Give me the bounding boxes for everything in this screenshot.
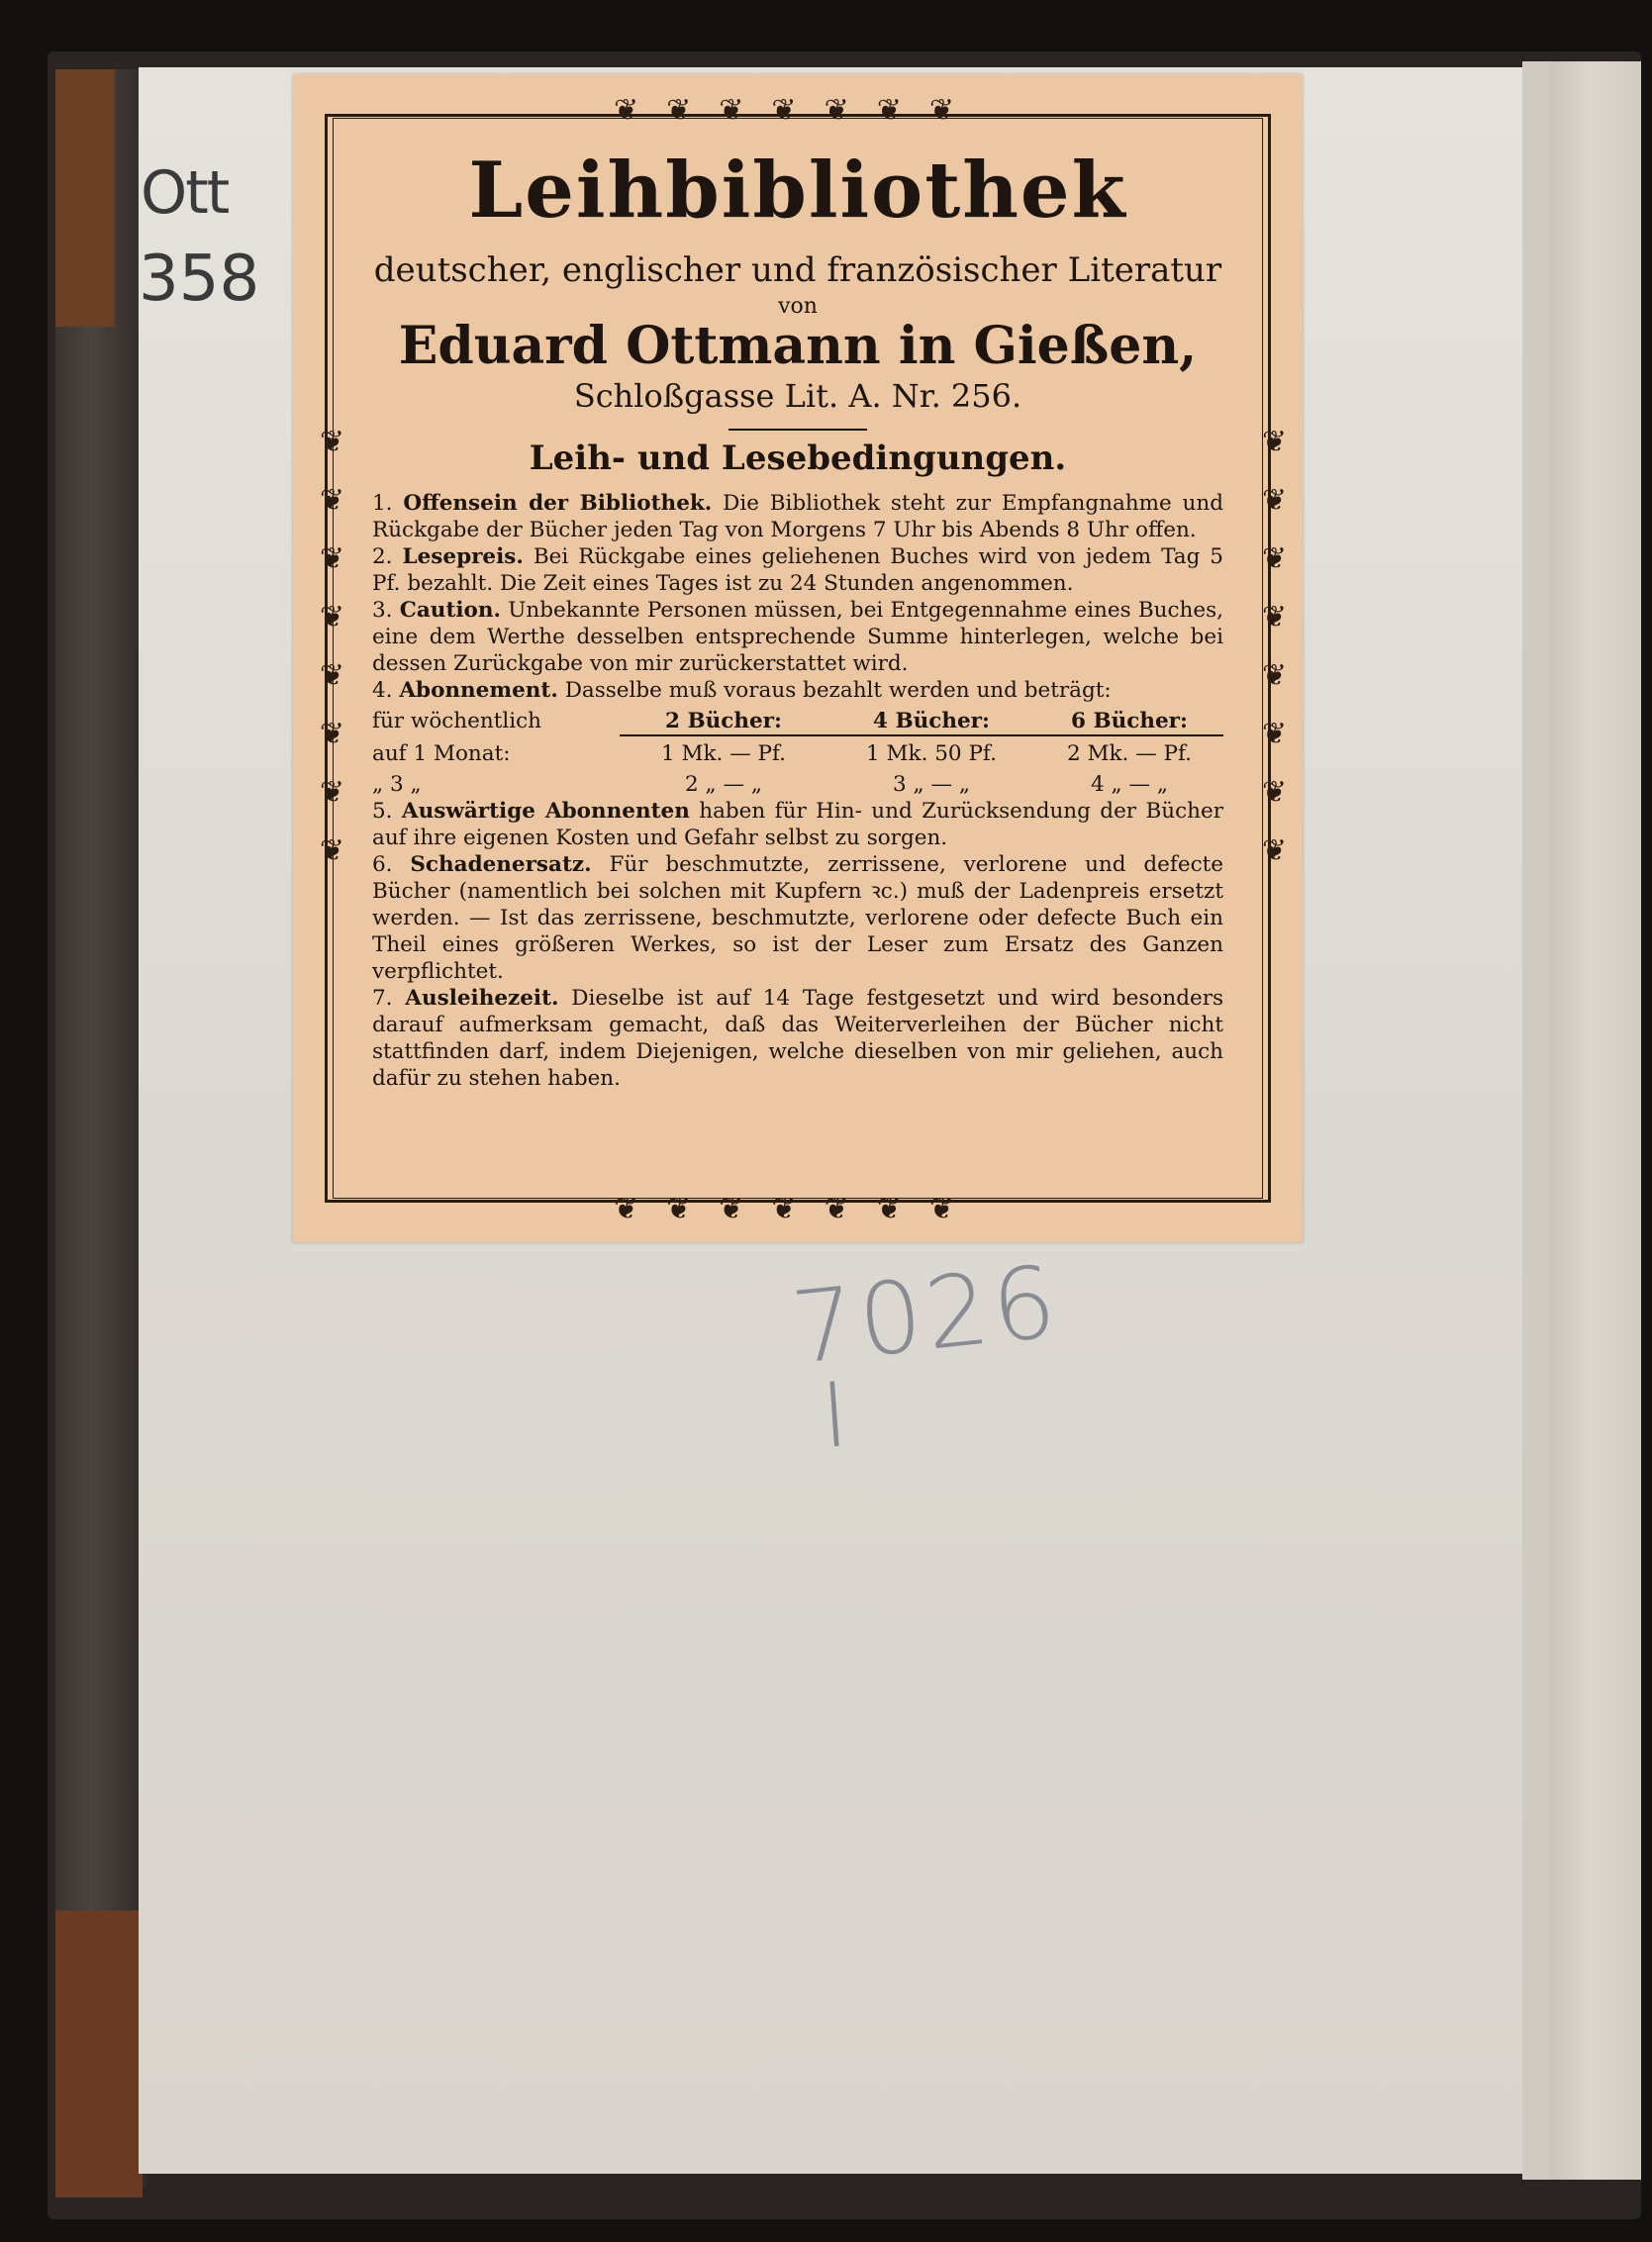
ornament-border-bottom: ❦❦❦❦❦❦❦ [614,1192,982,1226]
label-address: Schloßgasse Lit. A. Nr. 256. [573,377,1022,415]
condition-item: 4. Abonnement. Dasselbe muß voraus bezahlt werden und beträgt: [372,678,1112,703]
ornament-border-left: ❦❦❦❦❦❦❦❦ [315,425,349,892]
label-divider [729,429,867,431]
ornament-border-right: ❦❦❦❦❦❦❦❦ [1257,425,1292,892]
page-gutter [1522,61,1550,2180]
label-owner: Eduard Ottmann in Gießen, [398,316,1198,376]
condition-item: 1. Offensein der Bibliothek. Die Bibliothek steht zur Empfangnahme und Rückgabe der Bücher jeden Tag von Morgens 7 Uhr bis Abends 8 Uhr offen. [372,491,1224,542]
label-von: von [778,294,818,319]
price-table-row: „ 3 „ 2 „ — „ 3 „ — „ 4 „ — „ [372,772,1168,797]
price-table-row: auf 1 Monat: 1 Mk. — Pf. 1 Mk. 50 Pf. 2 Mk. — Pf. [372,741,1193,766]
condition-item: 6. Schadenersatz. Für beschmutzte, zerrissene, verlorene und defecte Bücher (namentlich bei solchen mit Kupfern ꝛc.) muß der Ladenpreis ersetzt werden. — Ist das zerrissene, beschmutzte, verlorene oder defecte Buch ein Theil eines größeren Werkes, so ist der Leser zum Ersatz des Ganzen verpflichtet. [372,852,1223,984]
price-table-header: für wöchentlich 2 Bücher: 4 Bücher: 6 Bücher: [372,708,1223,736]
spine-binding [55,69,146,2188]
condition-item: 5. Auswärtige Abonnenten haben für Hin- und Zurücksendung der Bücher auf ihre eigenen Kosten und Gefahr selbst zu sorgen. [372,799,1223,850]
handwritten-shelfmark-line2: 358 [139,243,260,316]
leather-corner-top [55,69,115,327]
label-title: Leihbibliothek [468,146,1127,236]
ornament-border-top: ❦❦❦❦❦❦❦ [614,93,982,128]
conditions-body [372,490,1223,1092]
library-label [293,74,1303,1242]
leather-corner-bottom [55,1910,143,2197]
condition-item: 7. Ausleihezeit. Dieselbe ist auf 14 Tage festgesetzt und wird besonders darauf aufmerksam gemacht, daß das Weiterverleihen der Bücher nicht stattfinden darf, indem Diejenigen, welche dieselben von mir geliehen, auch dafür zu stehen haben. [372,986,1223,1091]
condition-item: 3. Caution. Unbekannte Personen müssen, bei Entgegennahme eines Buches, eine dem Werthe desselben entsprechende Summe hinterlegen, welche bei dessen Zurückgabe von mir zurückerstattet wird. [372,598,1223,676]
facing-page-edge [1550,61,1641,2180]
label-subtitle: deutscher, englischer und französischer Literatur [373,250,1222,290]
conditions-heading: Leih- und Lesebedingungen. [529,439,1067,478]
handwritten-shelfmark-line1: Ott [141,158,229,228]
condition-item: 2. Lesepreis. Bei Rückgabe eines geliehenen Buches wird von jedem Tag 5 Pf. bezahlt. Die Zeit eines Tages ist zu 24 Stunden angenommen. [372,544,1223,596]
pencil-number: 7026 [786,1243,1065,1387]
pencil-volume: I [818,1363,852,1469]
